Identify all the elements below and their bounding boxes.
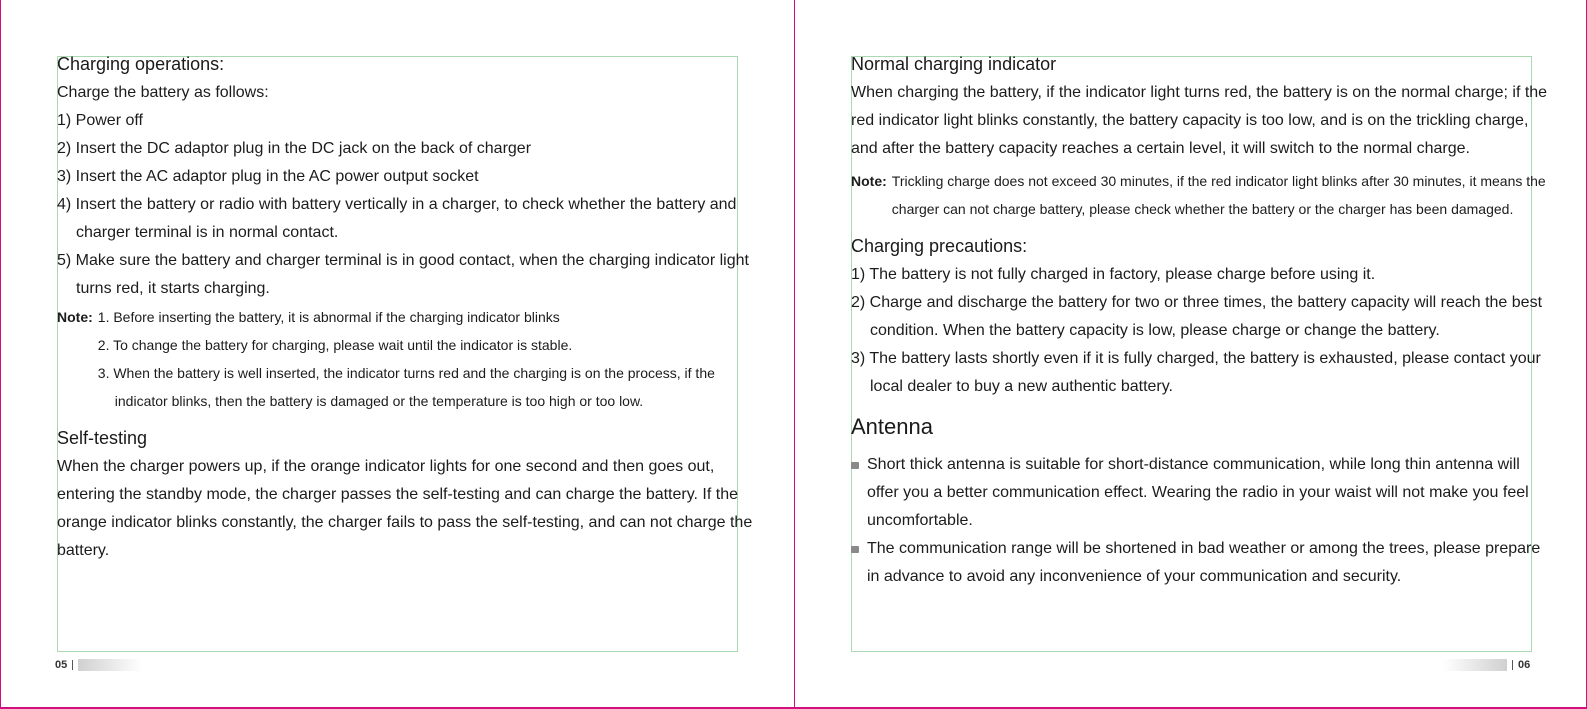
charging-operations-title: Charging operations: — [57, 54, 225, 74]
antenna-bullet — [851, 451, 1551, 535]
charging-precautions-section — [851, 235, 1551, 401]
charging-step: 3) Insert the AC adaptor plug in the AC power output socket — [57, 168, 479, 185]
charging-operations-section — [57, 53, 757, 415]
note-item: 1. Before inserting the battery, it is abnormal if the charging indicator blinks — [97, 309, 560, 325]
footer-gradient-bar — [1443, 659, 1507, 671]
charging-note — [57, 303, 757, 415]
charging-step: 4) Insert the battery or radio with battery vertically in a charger, to check whether the battery and charger terminal is in normal contact. — [57, 196, 737, 241]
note-body: Trickling charge does not exceed 30 minutes, if the red indicator light blinks after 30 minutes, it means the charger can not charge battery, please check whether the battery or the charger has been damaged. — [891, 173, 1546, 217]
footer-separator — [1512, 660, 1513, 670]
page-number: 06 — [1518, 659, 1531, 671]
self-testing-title: Self-testing — [57, 428, 148, 448]
page-number: 05 — [55, 659, 68, 671]
footer-separator — [72, 660, 73, 670]
precaution-item: 1) The battery is not fully charged in factory, please charge before using it. — [851, 266, 1376, 283]
antenna-bullet — [851, 535, 1551, 591]
page-footer-left — [55, 658, 142, 672]
antenna-bullet-text: The communication range will be shortened in bad weather or among the trees, please prepare in advance to avoid any inconvenience of your communication and security. — [867, 540, 1541, 585]
trim-line-center — [794, 0, 795, 709]
square-bullet-icon — [851, 462, 859, 469]
charging-step: 2) Insert the DC adaptor plug in the DC jack on the back of charger — [57, 140, 532, 157]
note-item: 3. When the battery is well inserted, the indicator turns red and the charging is on the process, if the indicator blinks, then the battery is damaged or the temperature is too high or too low. — [97, 365, 715, 409]
antenna-title: Antenna — [851, 414, 933, 439]
note-label: Note: — [851, 173, 887, 189]
charging-step: 5) Make sure the battery and charger terminal is in good contact, when the charging indicator light turns red, it starts charging. — [57, 252, 749, 297]
normal-charging-indicator-title: Normal charging indicator — [851, 54, 1057, 74]
trim-line-left — [0, 0, 1, 709]
self-testing-section — [57, 427, 757, 565]
charging-step: 1) Power off — [57, 112, 143, 129]
indicator-note — [851, 167, 1551, 223]
normal-charging-indicator-section — [851, 53, 1551, 223]
precaution-item: 2) Charge and discharge the battery for two or three times, the battery capacity will reach the best condition. When the battery capacity is low, please charge or change the battery. — [851, 294, 1543, 339]
right-page — [851, 53, 1551, 591]
antenna-section — [851, 413, 1551, 591]
square-bullet-icon — [851, 546, 859, 553]
note-body — [98, 303, 757, 415]
charging-precautions-title: Charging precautions: — [851, 236, 1028, 256]
footer-gradient-bar — [78, 659, 142, 671]
note-label: Note: — [57, 309, 93, 325]
left-page — [57, 53, 757, 565]
self-testing-body: When the charger powers up, if the orange indicator lights for one second and then goes out, entering the standby mode, the charger passes the self-testing and can charge the battery. If the orange indicator blinks constantly, the charger fails to pass the self-testing, and can not charge the battery. — [57, 458, 753, 559]
note-item: 2. To change the battery for charging, please wait until the indicator is stable. — [97, 337, 573, 353]
normal-charging-indicator-body: When charging the battery, if the indicator light turns red, the battery is on the normal charge; if the red indicator light blinks constantly, the battery capacity is too low, and is on the trickling charge, and after the battery capacity reaches a certain level, it will switch to the normal charge. — [851, 84, 1548, 157]
antenna-bullet-text: Short thick antenna is suitable for short-distance communication, while long thin antenna will offer you a better communication effect. Wearing the radio in your waist will not make you feel uncomfortable. — [867, 456, 1529, 529]
precaution-item: 3) The battery lasts shortly even if it is fully charged, the battery is exhausted, please contact your local dealer to buy a new authentic battery. — [851, 350, 1541, 395]
page-footer-right — [1443, 658, 1530, 672]
charging-operations-intro: Charge the battery as follows: — [57, 84, 269, 101]
